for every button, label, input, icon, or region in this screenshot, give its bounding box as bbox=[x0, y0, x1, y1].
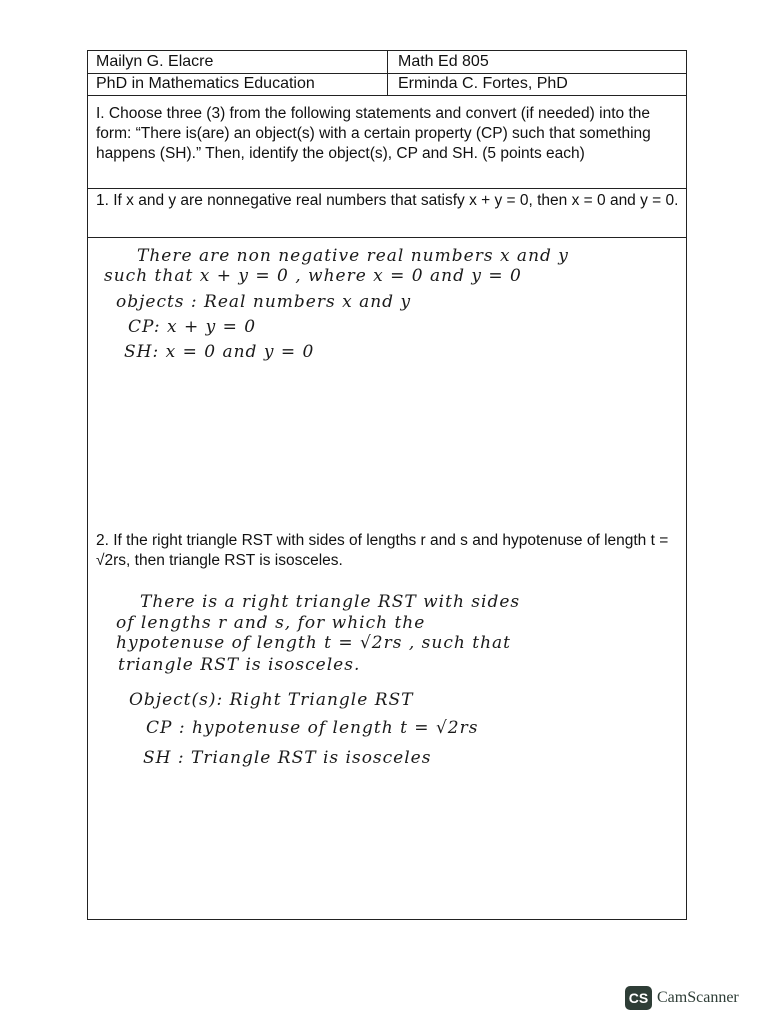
item-1-answer-line-1: There are non negative real numbers x and y bbox=[137, 246, 569, 266]
item-2-cp: CP : hypotenuse of length t = √2rs bbox=[146, 718, 479, 738]
item-2-answer-line-2: of lengths r and s, for which the bbox=[116, 613, 426, 633]
student-name: Mailyn G. Elacre bbox=[96, 53, 214, 70]
item-2-statement: 2. If the right triangle RST with sides of lengths r and s and hypotenuse of length t = √2rs, then triangle RST is isosceles. bbox=[96, 532, 669, 569]
header-divider bbox=[387, 51, 388, 96]
camscanner-text: CamScanner bbox=[657, 989, 739, 1006]
item-2-sh: SH : Triangle RST is isosceles bbox=[143, 748, 432, 768]
item-2-answer-line-4: triangle RST is isosceles. bbox=[118, 655, 361, 675]
course-code: Math Ed 805 bbox=[398, 53, 489, 70]
item-2-answer-line-1: There is a right triangle RST with sides bbox=[140, 592, 521, 612]
camscanner-logo-icon: CS bbox=[625, 986, 652, 1010]
worksheet bbox=[87, 50, 687, 920]
instructor-name: Erminda C. Fortes, PhD bbox=[398, 75, 568, 92]
divider-line bbox=[88, 188, 686, 189]
instructions: I. Choose three (3) from the following statements and convert (if needed) into the form: “There is(are) an object(s) with a certain property (CP) such that something happens (SH).” Then, identify the object(s), CP and SH. (5 points each) bbox=[96, 105, 651, 162]
item-1-answer-line-2: such that x + y = 0 , where x = 0 and y = 0 bbox=[104, 266, 522, 286]
camscanner-watermark bbox=[625, 986, 739, 1010]
item-1-statement: 1. If x and y are nonnegative real numbers that satisfy x + y = 0, then x = 0 and y = 0. bbox=[96, 192, 679, 209]
item-2-objects: Object(s): Right Triangle RST bbox=[129, 690, 414, 710]
item-1-cp: CP: x + y = 0 bbox=[128, 317, 257, 337]
item-1-sh: SH: x = 0 and y = 0 bbox=[124, 342, 315, 362]
item-2-answer-line-3: hypotenuse of length t = √2rs , such that bbox=[116, 633, 511, 653]
item-1-objects: objects : Real numbers x and y bbox=[116, 292, 412, 312]
program-name: PhD in Mathematics Education bbox=[96, 75, 315, 92]
divider-line bbox=[88, 237, 686, 238]
